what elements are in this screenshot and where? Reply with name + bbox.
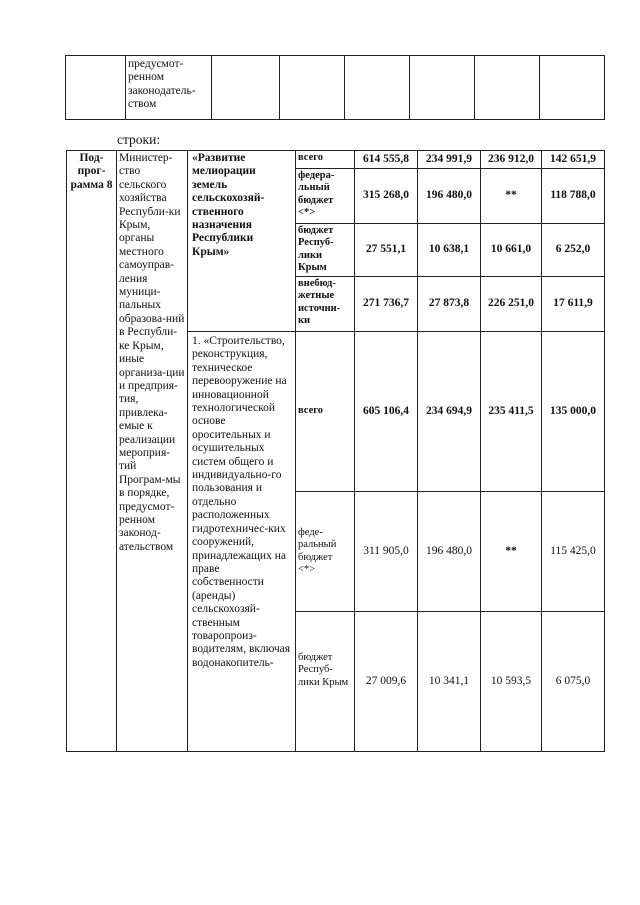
value-cell: 135 000,0 [542,332,605,492]
value-cell: 226 251,0 [481,277,542,332]
value-cell: 311 905,0 [355,492,418,612]
empty-cell [410,56,475,120]
source-cell: всего [296,151,355,169]
value-cell: 17 611,9 [542,277,605,332]
source-cell: внебюд-жетные источни-ки [296,277,355,332]
value-cell: 27 873,8 [418,277,481,332]
value-cell: 27 009,6 [355,612,418,752]
value-cell: 118 788,0 [542,169,605,224]
value-cell: 10 638,1 [418,224,481,277]
value-cell: 115 425,0 [542,492,605,612]
empty-cell [345,56,410,120]
source-cell: бюджет Респуб-лики Крым [296,224,355,277]
value-cell: 614 555,8 [355,151,418,169]
value-cell: 27 551,1 [355,224,418,277]
executor-cell: Министер-ство сельского хозяйства Республи-ки Крым, органы местного самоуправ-ления муници-пальных образова-ний в Республи-ке Крым, иные организа-ции и предприя-тия, привлека-емые к реализации мероприя-тий Програм-мы в порядке, предусмот-ренном законод-ательством [117,151,188,752]
empty-cell [475,56,540,120]
empty-cell [212,56,280,120]
value-cell: 235 411,5 [481,332,542,492]
value-cell: ** [481,492,542,612]
table-row [67,151,605,169]
caption-rows: строки: [117,132,161,147]
value-cell: 605 106,4 [355,332,418,492]
value-cell: 6 075,0 [542,612,605,752]
source-cell: федера-льный бюджет <*> [296,169,355,224]
value-cell: 271 736,7 [355,277,418,332]
value-cell: 142 651,9 [542,151,605,169]
value-cell: ** [481,169,542,224]
value-cell: 234 991,9 [418,151,481,169]
value-cell: 10 661,0 [481,224,542,277]
value-cell: 10 593,5 [481,612,542,752]
source-cell: всего [296,332,355,492]
continued-text-cell: предусмот-ренном законодатель-ством [126,56,212,120]
source-cell: бюджет Респуб-лики Крым [296,612,355,752]
source-cell: феде-ральный бюджет <*> [296,492,355,612]
empty-cell [66,56,126,120]
empty-cell [280,56,345,120]
subprogram-title: «Развитие мелиорации земель сельскохозяй-ственного назначения Республики Крым» [188,151,296,332]
empty-cell [540,56,605,120]
value-cell: 315 268,0 [355,169,418,224]
value-cell: 236 912,0 [481,151,542,169]
value-cell: 234 694,9 [418,332,481,492]
value-cell: 10 341,1 [418,612,481,752]
subprogram-label: Под-прог-рамма 8 [67,151,117,752]
activity-title: 1. «Строительство, реконструкция, техническое перевооружение на инновационной технологической основе оросительных и осушительных систем общего и индивидуально-го пользования и отдельно расположенных гидротехничес-ких сооружений, принадлежащих на праве собственности (аренды) сельскохозяй-ственным товаропроиз-водителям, включая водонакопитель- [188,332,296,752]
value-cell: 6 252,0 [542,224,605,277]
program-table [66,150,605,752]
value-cell: 196 480,0 [418,492,481,612]
value-cell: 196 480,0 [418,169,481,224]
continued-table [65,55,605,120]
